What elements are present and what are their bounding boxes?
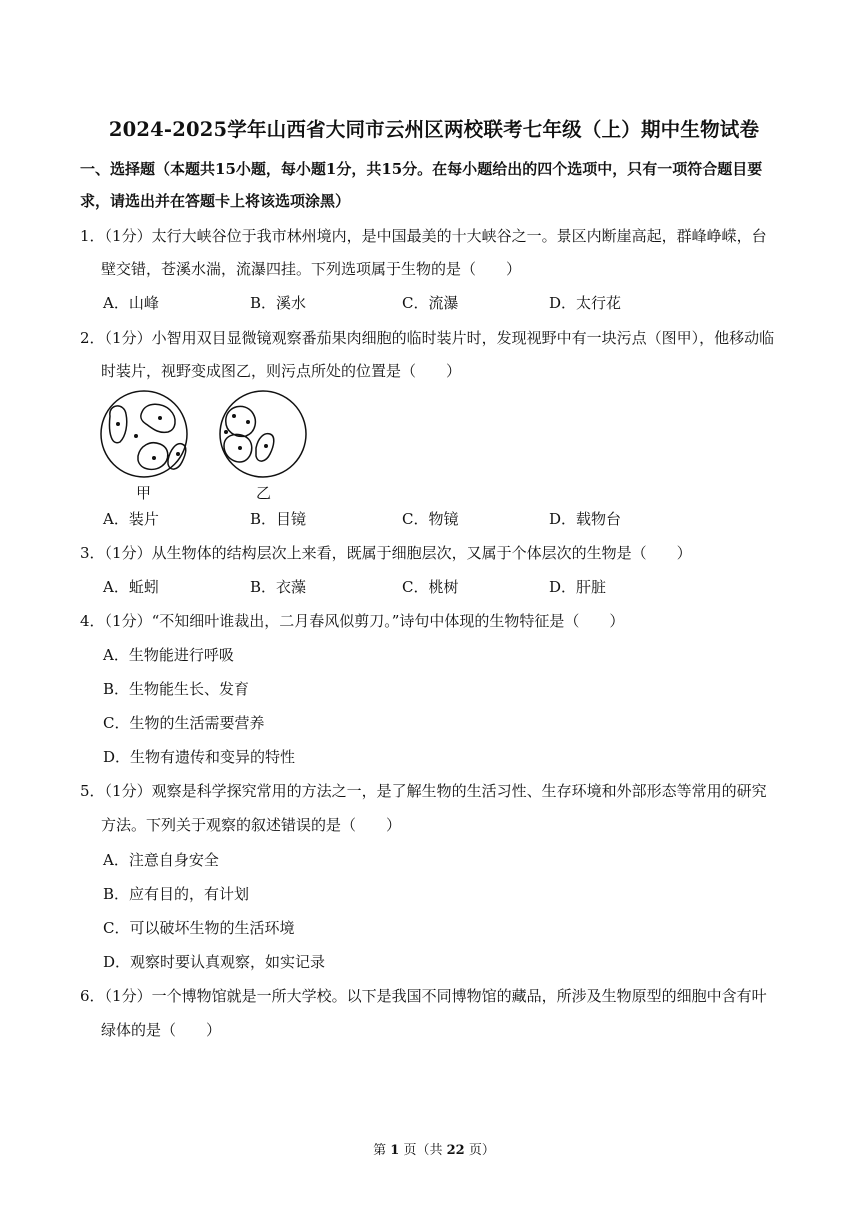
page-footer (0, 1139, 868, 1158)
cell-jia-2 (141, 404, 175, 432)
cell-jia-3 (138, 443, 168, 470)
question-3-option-c: C．桃树 (402, 578, 459, 596)
view-yi (220, 391, 306, 477)
figure-label-yi: 乙 (256, 484, 272, 502)
question-6-line-2: 绿体的是（ ） (101, 1021, 222, 1039)
cell-jia-4 (168, 444, 186, 469)
section-heading-line-2: 求，请选出并在答题卡上将该选项涂黑） (80, 192, 351, 210)
cell-yi-1 (226, 406, 256, 436)
question-2-option-d: D．载物台 (549, 510, 622, 528)
question-4-option-a: A．生物能进行呼吸 (103, 646, 234, 664)
question-1-option-d: D．太行花 (549, 294, 622, 312)
footer-prefix: 第 (373, 1143, 387, 1158)
cell-yi-2 (224, 434, 252, 462)
question-5-line-1: 5．（1分）观察是科学探究常用的方法之一，是了解生物的生活习性、生存环境和外部形态等常用的研究 (80, 782, 767, 800)
question-3-option-a: A．蚯蚓 (103, 578, 159, 596)
footer-middle: 页（共 (403, 1143, 443, 1158)
question-1-line-2: 壁交错，苍溪水湍，流瀑四挂。下列选项属于生物的是（ ） (101, 260, 522, 278)
question-5-option-d: D．观察时要认真观察，如实记录 (103, 953, 326, 971)
microscope-view-figure (98, 388, 318, 502)
question-3-option-d: D．肝脏 (549, 578, 607, 596)
figure-label-jia: 甲 (136, 484, 152, 502)
footer-total-pages: 22 (446, 1143, 465, 1158)
question-2-option-a: A．装片 (103, 510, 159, 528)
question-6-line-1: 6．（1分）一个博物馆就是一所大学校。以下是我国不同博物馆的藏品，所涉及生物原型的细胞中含有叶 (80, 987, 767, 1005)
question-5-option-a: A．注意自身安全 (103, 851, 219, 869)
question-1-option-c: C．流瀑 (402, 294, 459, 312)
footer-page-number: 1 (390, 1143, 400, 1158)
question-1-option-b: B．溪水 (250, 294, 307, 312)
question-4-option-b: B．生物能生长、发育 (103, 680, 250, 698)
section-heading-line-1: 一、选择题（本题共15小题，每小题1分，共15分。在每小题给出的四个选项中，只有一项符合题目要 (80, 160, 763, 178)
question-1-line-1: 1．（1分）太行大峡谷位于我市林州境内，是中国最美的十大峡谷之一。景区内断崖高起，群峰峥嵘，台 (80, 227, 767, 245)
question-5-option-c: C．可以破坏生物的生活环境 (103, 919, 295, 937)
question-1-option-a: A．山峰 (103, 294, 159, 312)
question-2-line-2: 时装片，视野变成图乙，则污点所处的位置是（ ） (101, 362, 462, 380)
field-of-view-jia (101, 391, 187, 477)
question-3-line-1: 3．（1分）从生物体的结构层次上来看，既属于细胞层次，又属于个体层次的生物是（ ） (80, 544, 692, 562)
question-4-option-d: D．生物有遗传和变异的特性 (103, 748, 296, 766)
question-5-option-b: B．应有目的，有计划 (103, 885, 250, 903)
question-4-line-1: 4．（1分）“不知细叶谁裁出，二月春风似剪刀。”诗句中体现的生物特征是（ ） (80, 612, 625, 630)
question-4-option-c: C．生物的生活需要营养 (103, 714, 265, 732)
question-5-line-2: 方法。下列关于观察的叙述错误的是（ ） (101, 816, 402, 834)
question-2-line-1: 2．（1分）小智用双目显微镜观察番茄果肉细胞的临时装片时，发现视野中有一块污点（图甲），他移动临 (80, 329, 775, 347)
exam-title: 2024-2025学年山西省大同市云州区两校联考七年级（上）期中生物试卷 (108, 118, 760, 141)
view-jia (101, 391, 187, 477)
question-3-option-b: B．衣藻 (250, 578, 307, 596)
footer-suffix: 页） (468, 1143, 495, 1158)
microscope-view-drawing (98, 388, 318, 498)
question-2-option-b: B．目镜 (250, 510, 307, 528)
question-2-option-c: C．物镜 (402, 510, 459, 528)
